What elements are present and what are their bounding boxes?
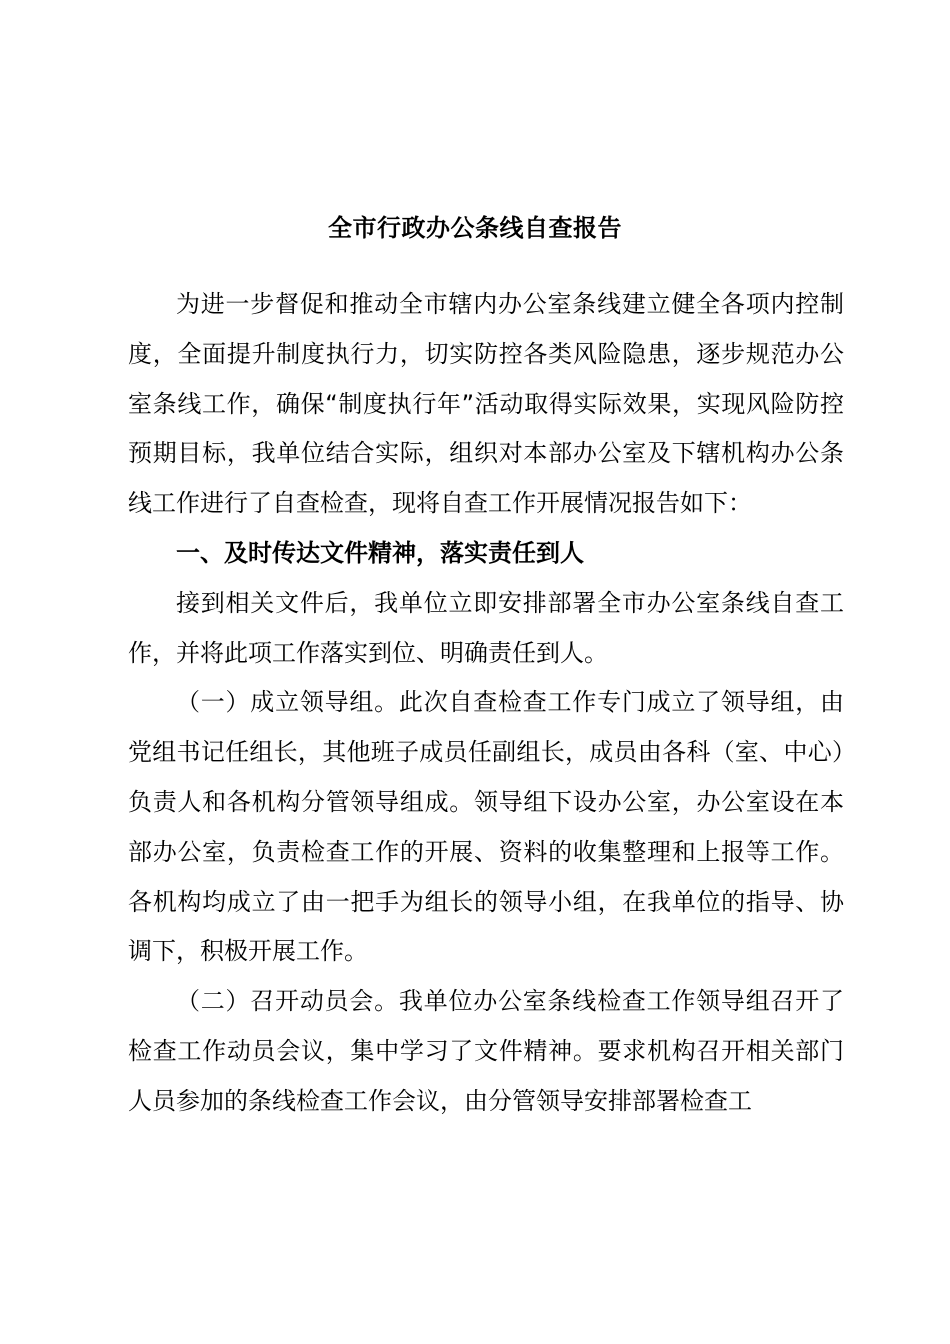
document-title: 全市行政办公条线自查报告 [328, 214, 622, 242]
subsection-1-paragraph: （一）成立领导组。此次自查检查工作专门成立了领导组，由党组书记任组长，其他班子成员任副组长，成员由各科（室、中心）负责人和各机构分管领导组成。领导组下设办公室，办公室设在本部办公室，负责检查工作的开展、资料的收集整理和上报等工作。各机构均成立了由一把手为组长的领导小组，在我单位的指导、协调下，积极开展工作。 [128, 688, 844, 966]
section-heading-1: 一、及时传达文件精神，落实责任到人 [176, 538, 584, 567]
intro-paragraph: 为进一步督促和推动全市辖内办公室条线建立健全各项内控制度，全面提升制度执行力，切实防控各类风险隐患，逐步规范办公室条线工作，确保“制度执行年”活动取得实际效果，实现风险防控预期目标，我单位结合实际，组织对本部办公室及下辖机构办公条线工作进行了自查检查，现将自查工作开展情况报告如下： [128, 290, 844, 518]
document-body [128, 280, 844, 1127]
section-1-paragraph: 接到相关文件后，我单位立即安排部署全市办公室条线自查工作，并将此项工作落实到位、明确责任到人。 [128, 588, 844, 667]
subsection-2-paragraph: （二）召开动员会。我单位办公室条线检查工作领导组召开了检查工作动员会议，集中学习了文件精神。要求机构召开相关部门人员参加的条线检查工作会议，由分管领导安排部署检查工 [128, 987, 844, 1115]
